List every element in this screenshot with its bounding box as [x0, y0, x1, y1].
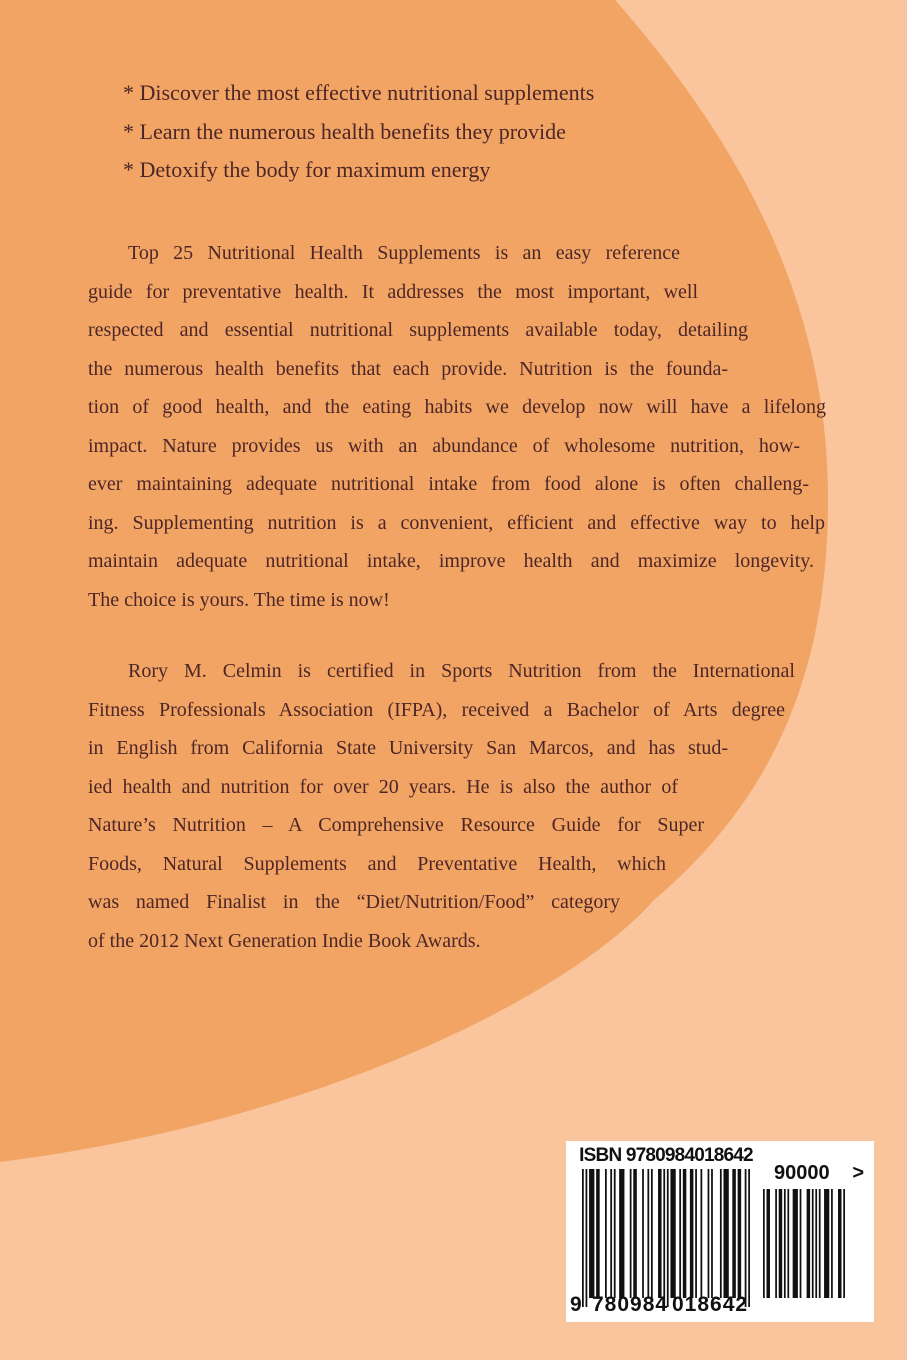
text-line: guide for preventative health. It addresses the most important, well [88, 280, 698, 303]
text-line: * Learn the numerous health benefits they provide [123, 118, 566, 144]
text-line: * Discover the most effective nutritional supplements [123, 80, 595, 105]
text-line: ied health and nutrition for over 20 years. He is also the author of [88, 775, 678, 798]
description-paragraph [88, 234, 848, 619]
text-line: Foods, Natural Supplements and Preventative Health, which [88, 852, 666, 875]
text-line: Top 25 Nutritional Health Supplements is an easy reference [128, 242, 680, 264]
text-line: maintain adequate nutritional intake, improve health and maximize longevity. [88, 550, 814, 572]
text-line: in English from California State University San Marcos, and has stud- [88, 737, 728, 759]
author-paragraph [88, 652, 848, 960]
price-arrow-icon: > [852, 1162, 864, 1184]
price-code [774, 1162, 864, 1185]
ean-left-group: 780984 [592, 1293, 669, 1316]
text-line: impact. Nature provides us with an abundance of wholesome nutrition, how- [88, 434, 800, 457]
text-line: Fitness Professionals Association (IFPA), received a Bachelor of Arts degree [88, 698, 785, 721]
bullet-list [88, 74, 848, 190]
ean-right-group: 018642 [672, 1293, 749, 1316]
text-line: The choice is yours. The time is now! [88, 588, 390, 611]
ean13-barcode [582, 1169, 750, 1307]
text-line: of the 2012 Next Generation Indie Book Awards. [88, 929, 481, 952]
text-line: ing. Supplementing nutrition is a convenient, efficient and effective way to help [88, 511, 825, 534]
price-value: 90000 [774, 1162, 830, 1184]
text-line: ever maintaining adequate nutritional intake from food alone is often challeng- [88, 473, 809, 495]
text-line: respected and essential nutritional supplements available today, detailing [88, 319, 748, 341]
ean-first-digit: 9 [570, 1293, 583, 1316]
text-line: Rory M. Celmin is certified in Sports Nutrition from the International [128, 660, 795, 682]
isbn-label: ISBN 9780984018642 [579, 1145, 753, 1166]
text-line: Nature’s Nutrition – A Comprehensive Resource Guide for Super [88, 814, 704, 836]
text-line: * Detoxify the body for maximum energy [123, 157, 491, 182]
text-line: tion of good health, and the eating habits we develop now will have a lifelong [88, 396, 826, 418]
text-line: was named Finalist in the “Diet/Nutrition/Food” category [88, 891, 620, 913]
text-line: the numerous health benefits that each provide. Nutrition is the founda- [88, 357, 728, 380]
barcode-panel [566, 1141, 874, 1322]
ean5-supplement-barcode [763, 1189, 845, 1298]
